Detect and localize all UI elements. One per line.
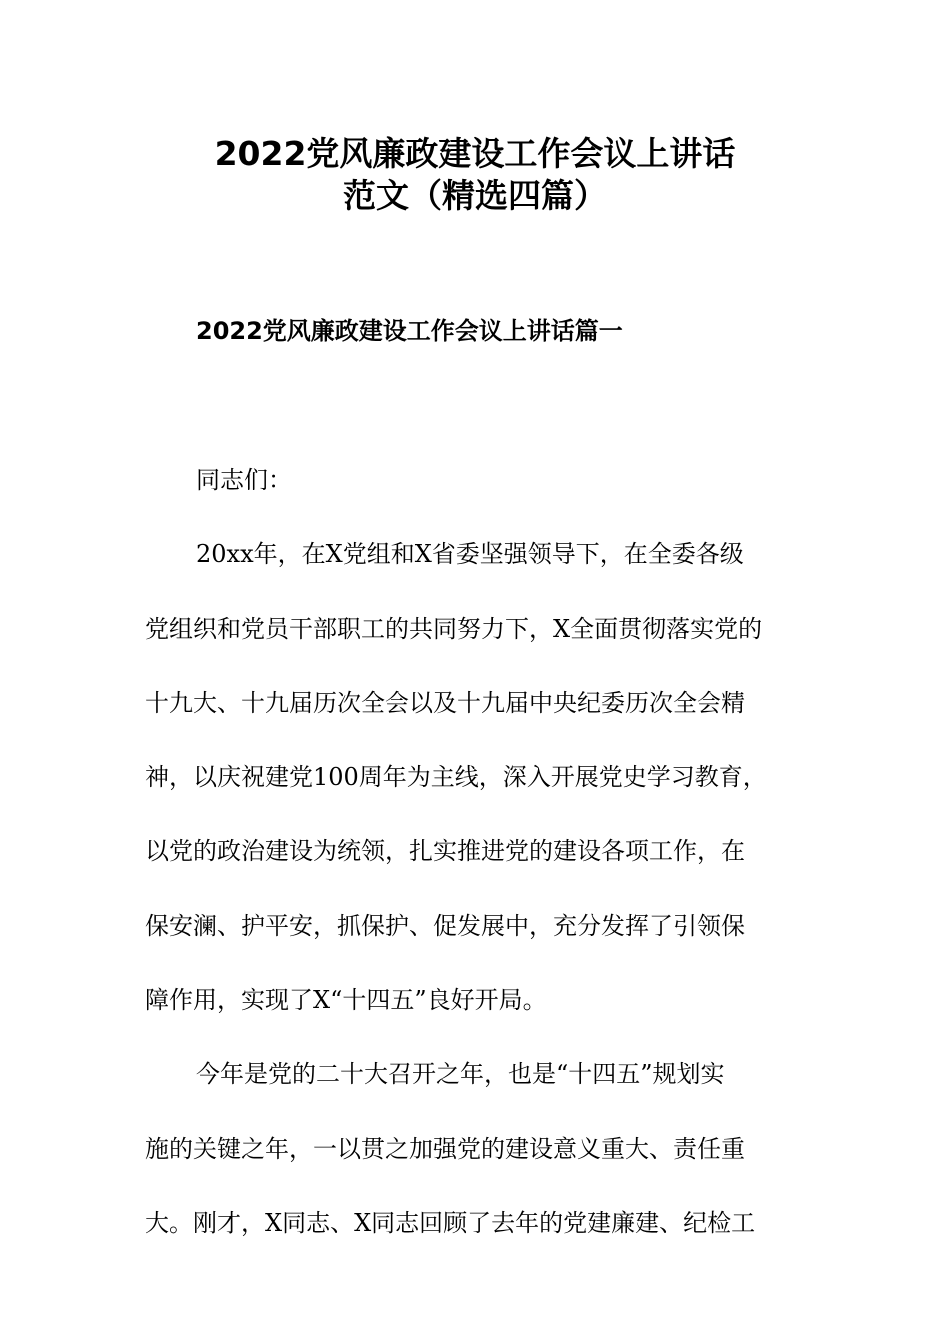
body-line: 同志们： <box>196 466 292 494</box>
body-line: 十九大、十九届历次全会以及十九届中央纪委历次全会精 <box>145 688 745 717</box>
section-heading: 2022党风廉政建设工作会议上讲话篇一 <box>196 317 623 345</box>
body-line: 施的关键之年，一以贯之加强党的建设意义重大、责任重 <box>145 1134 745 1163</box>
document-title-line-1: 2022党风廉政建设工作会议上讲话 <box>214 134 736 173</box>
body-line: 保安澜、护平安，抓保护、促发展中，充分发挥了引领保 <box>145 911 745 940</box>
body-line: 20xx年，在X党组和X省委坚强领导下，在全委各级 <box>196 540 744 569</box>
body-line: 障作用，实现了X“十四五”良好开局。 <box>145 986 547 1015</box>
body-line: 大。刚才，X同志、X同志回顾了去年的党建廉建、纪检工 <box>145 1208 756 1237</box>
body-line: 以党的政治建设为统领，扎实推进党的建设各项工作，在 <box>145 837 745 866</box>
document-body <box>145 443 805 1260</box>
body-line: 神，以庆祝建党100周年为主线，深入开展党史学习教育， <box>145 763 767 792</box>
body-line: 今年是党的二十大召开之年，也是“十四五”规划实 <box>196 1060 725 1089</box>
body-line: 党组织和党员干部职工的共同努力下，X全面贯彻落实党的 <box>145 614 763 643</box>
document-title-line-2: 范文（精选四篇） <box>343 176 607 215</box>
